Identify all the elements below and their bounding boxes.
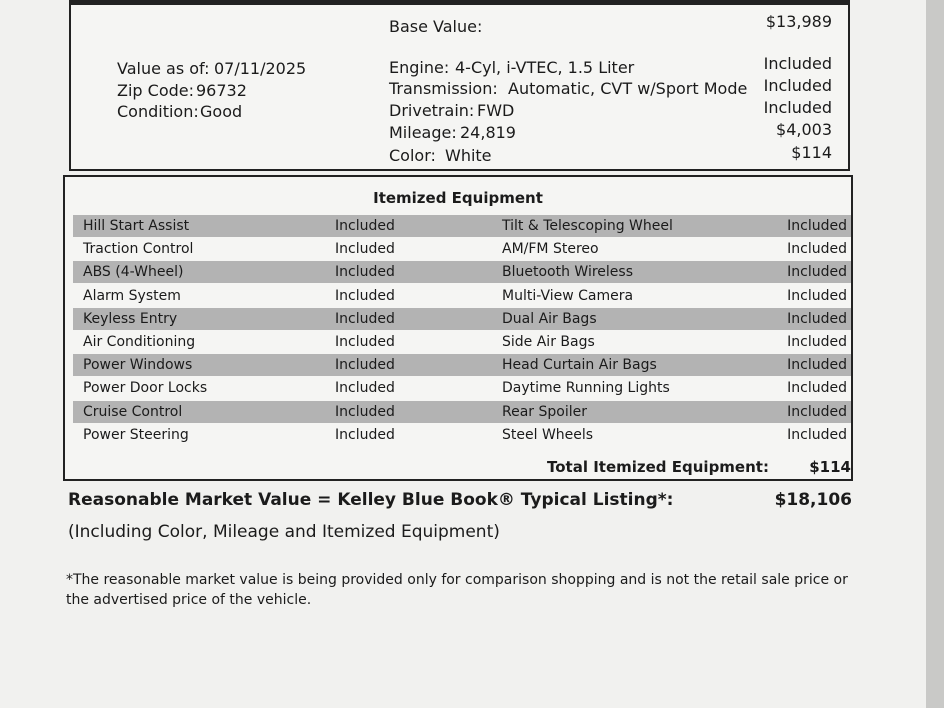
condition-label: Condition: bbox=[117, 102, 199, 121]
equipment-name: Rear Spoiler bbox=[502, 403, 587, 420]
equipment-status: Included bbox=[787, 310, 847, 327]
drivetrain-label: Drivetrain: bbox=[389, 101, 475, 120]
equipment-status: Included bbox=[787, 380, 847, 397]
equipment-row bbox=[73, 285, 851, 307]
drivetrain-amount: Included bbox=[763, 98, 832, 117]
equipment-status: Included bbox=[787, 218, 847, 234]
value-as-of: 07/11/2025 bbox=[214, 59, 307, 78]
equipment-name: AM/FM Stereo bbox=[502, 241, 599, 258]
vehicle-summary-box bbox=[69, 0, 850, 171]
market-value: $18,106 bbox=[774, 490, 852, 510]
engine-label: Engine: bbox=[389, 58, 450, 77]
equipment-name: Cruise Control bbox=[83, 403, 183, 420]
market-value-label: Reasonable Market Value = Kelley Blue Book® Typical Listing*: bbox=[68, 490, 674, 510]
base-value: $13,989 bbox=[765, 12, 832, 31]
equipment-status: Included bbox=[787, 241, 847, 258]
equipment-status: Included bbox=[335, 264, 395, 281]
equipment-status: Included bbox=[335, 380, 395, 397]
equipment-name: Tilt & Telescoping Wheel bbox=[502, 218, 673, 234]
equipment-status: Included bbox=[787, 426, 847, 443]
equipment-name: Daytime Running Lights bbox=[502, 380, 670, 397]
color-label: Color: bbox=[389, 146, 436, 165]
equipment-status: Included bbox=[335, 218, 395, 234]
equipment-status: Included bbox=[335, 426, 395, 443]
equipment-status: Included bbox=[787, 403, 847, 420]
total-itemized-label: Total Itemized Equipment: bbox=[547, 458, 769, 476]
equipment-row bbox=[73, 377, 851, 399]
equipment-row bbox=[73, 215, 851, 237]
equipment-name: Power Steering bbox=[83, 426, 189, 443]
equipment-status: Included bbox=[335, 310, 395, 327]
equipment-name: Side Air Bags bbox=[502, 334, 595, 350]
equipment-name: ABS (4-Wheel) bbox=[83, 264, 184, 281]
equipment-status: Included bbox=[787, 334, 847, 350]
equipment-name: Keyless Entry bbox=[83, 310, 178, 327]
mileage-label: Mileage: bbox=[389, 123, 457, 142]
footnote: *The reasonable market value is being provided only for comparison shopping and is not the retail sale price or the advertised price of the vehicle. bbox=[66, 572, 848, 608]
equipment-status: Included bbox=[335, 334, 395, 350]
equipment-name: Power Door Locks bbox=[83, 380, 208, 397]
base-value-label: Base Value: bbox=[389, 17, 483, 36]
equipment-status: Included bbox=[335, 403, 395, 420]
equipment-status: Included bbox=[335, 287, 395, 304]
page-edge bbox=[926, 0, 944, 708]
zip-code: 96732 bbox=[196, 81, 247, 100]
equipment-row bbox=[73, 261, 851, 283]
drivetrain-value: FWD bbox=[477, 101, 515, 120]
transmission-label: Transmission: bbox=[389, 79, 498, 98]
color-value: White bbox=[445, 146, 492, 165]
value-as-of-label: Value as of: bbox=[117, 59, 210, 78]
equipment-status: Included bbox=[787, 357, 847, 374]
engine-amount: Included bbox=[763, 54, 832, 73]
equipment-name: Steel Wheels bbox=[502, 426, 594, 443]
equipment-row bbox=[73, 424, 851, 446]
equipment-name: Multi-View Camera bbox=[502, 287, 634, 304]
equipment-row bbox=[73, 238, 851, 260]
equipment-name: Bluetooth Wireless bbox=[502, 264, 633, 281]
equipment-name: Head Curtain Air Bags bbox=[502, 357, 657, 374]
equipment-name: Power Windows bbox=[83, 357, 193, 374]
market-value-note: (Including Color, Mileage and Itemized Equipment) bbox=[68, 522, 500, 542]
transmission-value: Automatic, CVT w/Sport Mode bbox=[508, 79, 748, 98]
equipment-row bbox=[73, 401, 851, 423]
equipment-name: Hill Start Assist bbox=[83, 218, 190, 234]
mileage-value: 24,819 bbox=[460, 123, 516, 142]
equipment-status: Included bbox=[787, 287, 847, 304]
mileage-amount: $4,003 bbox=[776, 120, 832, 139]
equipment-status: Included bbox=[335, 357, 395, 374]
condition: Good bbox=[200, 102, 243, 121]
equipment-name: Alarm System bbox=[83, 287, 181, 304]
equipment-row bbox=[73, 331, 851, 353]
color-amount: $114 bbox=[791, 143, 832, 162]
equipment-status: Included bbox=[335, 241, 395, 258]
itemized-equipment-box bbox=[63, 175, 853, 481]
equipment-row bbox=[73, 308, 851, 330]
equipment-name: Dual Air Bags bbox=[502, 310, 597, 327]
zip-label: Zip Code: bbox=[117, 81, 194, 100]
transmission-amount: Included bbox=[763, 76, 832, 95]
total-itemized-value: $114 bbox=[809, 458, 851, 476]
equipment-row bbox=[73, 354, 851, 376]
equipment-name: Traction Control bbox=[83, 241, 194, 258]
engine-value: 4-Cyl, i-VTEC, 1.5 Liter bbox=[455, 58, 635, 77]
equipment-status: Included bbox=[787, 264, 847, 281]
itemized-equipment-title: Itemized Equipment bbox=[373, 189, 543, 207]
equipment-name: Air Conditioning bbox=[83, 334, 196, 350]
